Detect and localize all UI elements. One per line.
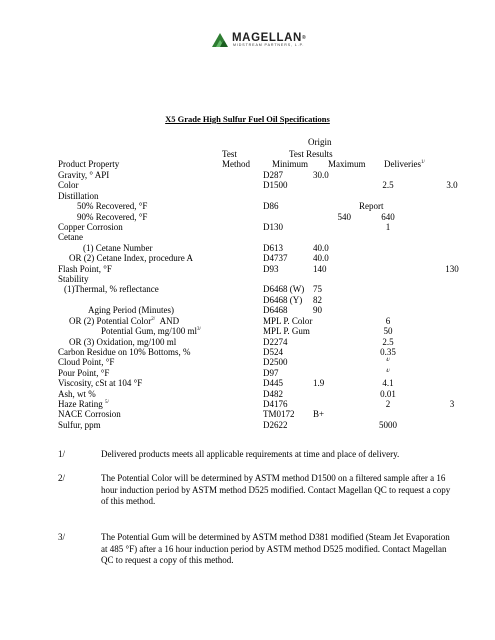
method-cell: [263, 274, 313, 284]
table-row: [58, 253, 487, 263]
method-cell: MPL P. Gum: [263, 326, 310, 337]
maximum-cell: [359, 357, 417, 367]
deliveries-cell: [417, 378, 487, 388]
maximum-cell: [359, 295, 417, 305]
property-cell: Flash Point, °F: [58, 263, 112, 274]
property-cell: Viscosity, cSt at 104 °F: [58, 378, 143, 389]
deliveries-cell: [417, 337, 487, 347]
table-row: [58, 232, 487, 242]
maximum-cell: 5000: [379, 419, 397, 430]
minimum-cell: 40.0: [313, 253, 329, 264]
method-cell: D2274: [263, 336, 288, 347]
method-cell: [263, 191, 313, 201]
deliveries-cell: [417, 212, 487, 222]
footnote-number: 3/: [58, 532, 66, 542]
minimum-cell: [313, 389, 359, 399]
method-cell: D2622: [263, 419, 288, 430]
maximum-cell: [359, 191, 417, 201]
method-cell: D482: [263, 388, 283, 399]
maximum-cell: 640: [381, 211, 395, 222]
maximum-cell: 2.5: [382, 180, 394, 191]
method-cell: D613: [263, 242, 283, 253]
method-cell: [263, 212, 313, 222]
method-cell: D4737: [263, 253, 288, 264]
table-row: [58, 357, 487, 367]
minimum-cell: [313, 201, 359, 211]
deliveries-cell: [417, 274, 487, 284]
minimum-cell: 540: [337, 211, 351, 222]
method-cell: D6468: [263, 305, 288, 316]
maximum-cell: [359, 274, 417, 284]
magellan-logo: [212, 32, 316, 48]
deliveries-cell: [417, 347, 487, 357]
table-row: [58, 212, 487, 222]
and-label: AND: [159, 315, 180, 326]
deliveries-cell: [417, 357, 487, 367]
logo-wordmark: MAGELLAN®: [232, 32, 307, 44]
property-cell: (1) Cetane Number: [83, 242, 153, 253]
maximum-cell: [359, 243, 417, 253]
footnote-number: 1/: [58, 449, 66, 459]
minimum-cell: [313, 368, 359, 378]
header-origin: Origin: [308, 137, 332, 147]
table-row: [58, 378, 487, 388]
table-row: [58, 399, 487, 409]
method-cell: [263, 232, 313, 242]
method-cell: D1500: [263, 180, 288, 191]
property-cell: OR (2) Cetane Index, procedure A: [69, 253, 193, 264]
minimum-cell: 140: [313, 263, 327, 274]
method-cell: D93: [263, 263, 279, 274]
property-cell: Color: [58, 180, 79, 191]
property-cell: NACE Corrosion: [58, 409, 121, 420]
property-cell: Aging Period (Minutes): [88, 305, 174, 316]
deliveries-cell: [417, 253, 487, 263]
maximum-cell: [359, 253, 417, 263]
maximum-cell: 2.5: [382, 336, 394, 347]
method-cell: D2500: [263, 357, 288, 368]
maximum-cell: Report: [359, 201, 384, 212]
deliveries-cell: 3.0: [446, 180, 458, 191]
property-cell: Pour Point, °F: [58, 367, 110, 378]
maximum-cell: 0.01: [380, 388, 396, 399]
maximum-cell: 4.1: [382, 378, 394, 389]
minimum-cell: [313, 316, 359, 326]
deliveries-cell: [417, 232, 487, 242]
table-row: [58, 222, 487, 232]
minimum-cell: [313, 399, 359, 409]
property-cell: OR (2) Potential Color$^{2/}$ AND: [69, 315, 180, 326]
minimum-cell: [313, 347, 359, 357]
deliveries-cell: [417, 222, 487, 232]
table-row: [58, 201, 487, 211]
deliveries-cell: [417, 316, 487, 326]
header-product-property: Product Property: [58, 159, 120, 169]
deliveries-cell: [417, 368, 487, 378]
potential-gum-footnote-ref: 3/: [197, 327, 201, 333]
deliveries-cell: [417, 389, 487, 399]
property-cell: Stability: [58, 274, 89, 285]
table-row: [58, 274, 487, 284]
cloud-point-footnote-ref: 4/: [386, 358, 390, 364]
deliveries-cell: [417, 201, 487, 211]
maximum-cell: [359, 368, 417, 378]
method-cell: D524: [263, 346, 283, 357]
haze-rating-footnote-ref: 5/: [104, 399, 109, 405]
potential-color-footnote-ref: 2/: [151, 316, 156, 322]
minimum-cell: B+: [313, 409, 325, 420]
table-row: [58, 264, 487, 274]
deliveries-cell: [417, 326, 487, 336]
property-cell: (1)Thermal, % reflectance: [64, 284, 159, 295]
maximum-cell: [359, 409, 417, 419]
maximum-cell: 1: [385, 222, 391, 233]
deliveries-cell: [417, 284, 487, 294]
method-cell: D86: [263, 201, 279, 212]
minimum-cell: 30.0: [313, 170, 329, 180]
deliveries-cell: [417, 243, 487, 253]
minimum-cell: [313, 232, 359, 242]
minimum-cell: [313, 420, 359, 430]
header-test-results: Test Results: [289, 149, 333, 159]
property-cell: Distillation: [58, 190, 99, 201]
property-cell: 90% Recovered, °F: [77, 211, 148, 222]
deliveries-cell: [417, 420, 487, 430]
table-row: [58, 243, 487, 253]
property-cell: OR (3) Oxidation, mg/100 ml: [69, 336, 177, 347]
property-cell: Cetane: [58, 232, 83, 243]
property-cell: Carbon Residue on 10% Bottoms, %: [58, 346, 191, 357]
table-row: [58, 389, 487, 399]
property-cell: Sulfur, ppm: [58, 419, 101, 430]
header-deliveries: Deliveries$^{1/}$: [384, 159, 425, 169]
table-row: [58, 368, 487, 378]
minimum-cell: [313, 357, 359, 367]
minimum-cell: 1.9: [313, 378, 325, 389]
maximum-cell: [359, 170, 417, 180]
minimum-cell: [313, 337, 359, 347]
spec-table: [58, 170, 487, 430]
minimum-cell: [313, 180, 359, 190]
table-row: [58, 316, 487, 326]
table-row: [58, 305, 487, 315]
minimum-cell: 90: [313, 305, 322, 316]
method-cell: D97: [263, 367, 279, 378]
table-row: [58, 284, 487, 294]
property-cell: Haze Rating $^{5/}$: [58, 398, 109, 409]
maximum-cell: 50: [383, 326, 393, 337]
header-method: Method: [222, 159, 250, 169]
footnote-2: [58, 473, 458, 509]
property-cell: [58, 295, 263, 305]
minimum-cell: 40.0: [313, 242, 329, 253]
footnote-3: [58, 532, 458, 568]
table-row: [58, 337, 487, 347]
footnote-text: The Potential Gum will be determined by ASTM method D381 modified (Steam Jet Evaporation at 485 °F) after a 16 hour induction period by ASTM method D525 modified. Contact Magellan QC to request a copy of this method.: [101, 532, 450, 566]
property-cell: 50% Recovered, °F: [77, 201, 148, 212]
property-cell: Cloud Point, °F: [58, 357, 115, 368]
maximum-cell: 6: [385, 315, 391, 326]
property-cell: Ash, wt %: [58, 388, 96, 399]
method-cell: D6468 (Y): [263, 294, 303, 305]
header-maximum: Maximum: [328, 159, 366, 169]
deliveries-cell: 130: [445, 263, 459, 274]
minimum-cell: 75: [313, 284, 322, 295]
maximum-cell: [359, 284, 417, 294]
table-row: [58, 347, 487, 357]
method-cell: TM0172: [263, 409, 295, 420]
minimum-cell: [313, 274, 359, 284]
footnote-text: Delivered products meets all applicable requirements at time and place of delivery.: [101, 449, 400, 459]
table-row: [58, 191, 487, 201]
maximum-cell: [359, 232, 417, 242]
table-row: [58, 409, 487, 419]
table-row: [58, 295, 487, 305]
table-row: [58, 420, 487, 430]
maximum-cell: 0.35: [380, 346, 396, 357]
deliveries-cell: [417, 409, 487, 419]
property-cell: Copper Corrosion: [58, 222, 123, 233]
footnote-text: The Potential Color will be determined by ASTM method D1500 on a filtered sample after a 16 hour induction period by ASTM method D525 modified. Contact Magellan QC to request a copy of this method.: [101, 473, 451, 507]
header-test: Test: [222, 149, 237, 159]
maximum-cell: 2: [385, 398, 391, 409]
header-minimum: Minimum: [272, 159, 309, 169]
method-cell: D4176: [263, 398, 288, 409]
minimum-cell: [313, 222, 359, 232]
minimum-cell: [313, 191, 359, 201]
page-title: X5 Grade High Sulfur Fuel Oil Specifications: [165, 114, 330, 124]
logo-mark-icon: [212, 33, 228, 47]
maximum-cell: [359, 264, 417, 274]
table-row: [58, 180, 487, 190]
deliveries-cell: [417, 170, 487, 180]
deliveries-cell: 3: [449, 398, 455, 409]
deliveries-cell: [417, 295, 487, 305]
minimum-cell: [313, 326, 359, 336]
maximum-cell: [359, 305, 417, 315]
table-row: [58, 326, 487, 336]
method-cell: D6468 (W): [263, 284, 305, 295]
minimum-cell: 82: [313, 294, 322, 305]
property-cell: Gravity, ° API: [58, 170, 110, 180]
method-cell: D287: [263, 170, 283, 180]
footnote-1: [58, 449, 458, 461]
logo-subtitle: MIDSTREAM PARTNERS, L.P.: [233, 43, 305, 47]
method-cell: D130: [263, 222, 283, 233]
deliveries-cell: [417, 191, 487, 201]
method-cell: MPL P. Color: [263, 315, 313, 326]
deliveries-cell: [417, 305, 487, 315]
deliveries-footnote-ref: 1/: [420, 160, 425, 165]
pour-point-footnote-ref: 4/: [386, 368, 390, 374]
method-cell: D445: [263, 378, 283, 389]
property-cell: Potential Gum, mg/100 $ml^{3/}$: [101, 326, 201, 337]
table-row: [58, 170, 487, 180]
footnote-number: 2/: [58, 473, 66, 483]
